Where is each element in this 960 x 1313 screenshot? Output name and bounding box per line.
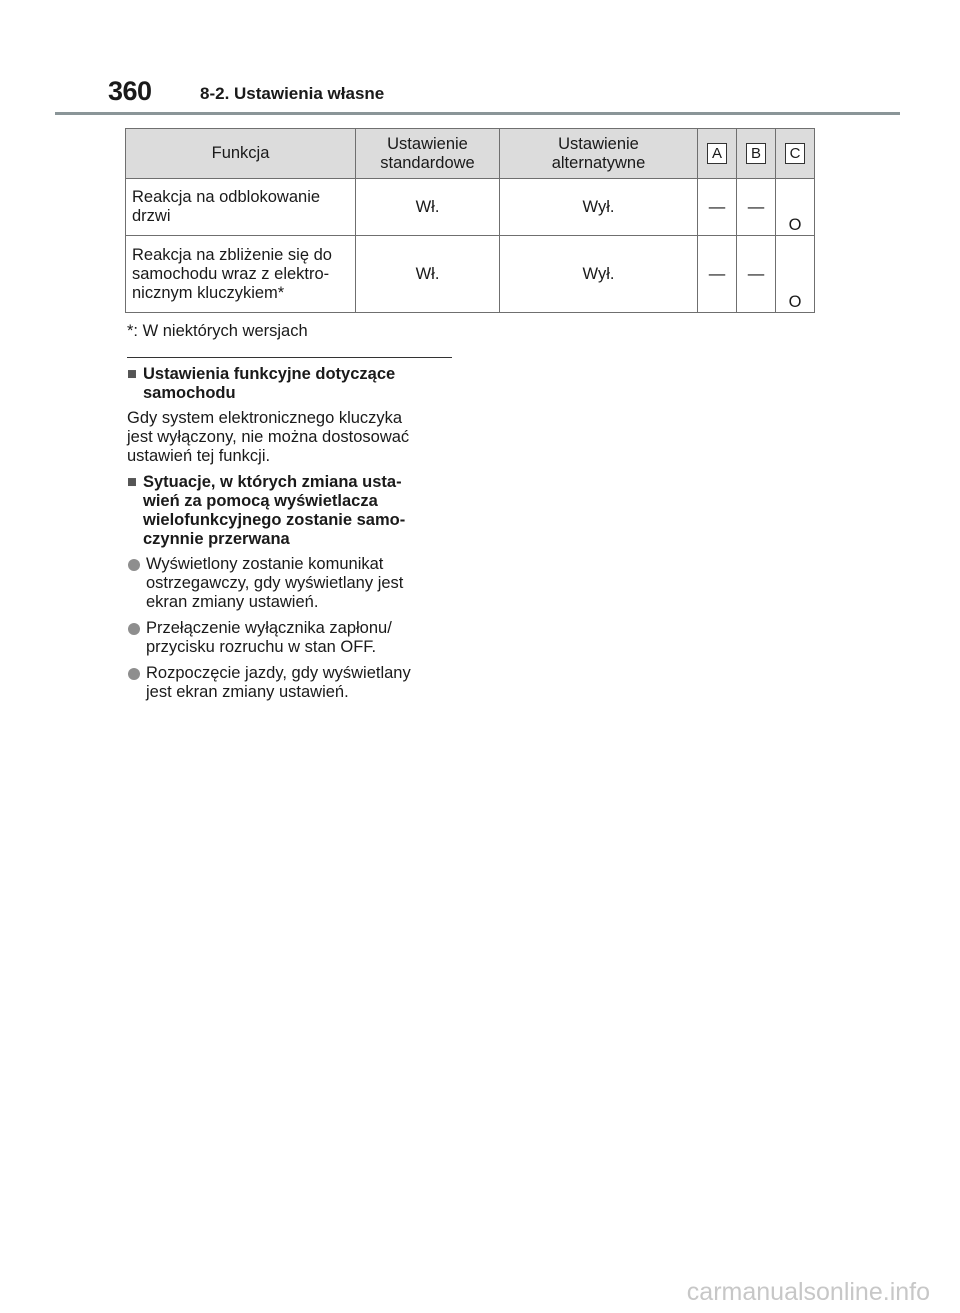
row1-c: O xyxy=(776,179,815,236)
footnote: *: W niektórych wersjach xyxy=(127,322,308,340)
section-title: 8-2. Ustawienia własne xyxy=(200,84,385,103)
list-item: Rozpoczęcie jazdy, gdy wyświetlany jest ekran zmiany ustawień. xyxy=(127,664,457,702)
watermark: carmanualsonline.info xyxy=(686,1278,930,1306)
list-item: Przełączenie wyłącznika zapłonu/ przycisku rozruchu w stan OFF. xyxy=(127,619,457,657)
square-bullet-icon: ■ xyxy=(127,473,137,491)
header-default: Ustawienie standardowe xyxy=(356,129,500,179)
paragraph-key-system: Gdy system elektronicznego kluczyka jest wyłączony, nie można dostosować ustawień tej funkcji. xyxy=(127,409,410,465)
table-row xyxy=(126,179,815,236)
header-alternative: Ustawienie alternatywne xyxy=(500,129,698,179)
circle-bullet-icon xyxy=(128,668,140,680)
header-rule xyxy=(55,112,900,115)
row2-default: Wł. xyxy=(356,236,500,313)
heading-vehicle-settings: ■ Ustawienia funkcyjne dotyczące samochodu xyxy=(127,365,396,402)
header-col-b xyxy=(737,129,776,179)
header-function: Funkcja xyxy=(126,129,356,179)
heading-interruption: ■ Sytuacje, w których zmiana usta- wień za pomocą wyświetlacza wielofunkcyjnego zostanie samo- czynnie przerwana xyxy=(127,473,406,548)
header-col-c xyxy=(776,129,815,179)
row2-function: Reakcja na zbliżenie się do samochodu wraz z elektro- nicznym kluczykiem* xyxy=(126,236,356,313)
circle-bullet-icon xyxy=(128,623,140,635)
settings-table xyxy=(125,128,815,313)
row2-c: O xyxy=(776,236,815,313)
header-col-a xyxy=(698,129,737,179)
page-number: 360 xyxy=(108,76,152,106)
row2-alternative: Wył. xyxy=(500,236,698,313)
content-column xyxy=(127,365,457,709)
col-a-label: A xyxy=(707,143,727,164)
square-bullet-icon: ■ xyxy=(127,365,137,383)
table-row xyxy=(126,236,815,313)
table-header-row xyxy=(126,129,815,179)
col-c-label: C xyxy=(785,143,805,164)
row1-a: — xyxy=(698,179,737,236)
row1-default: Wł. xyxy=(356,179,500,236)
row2-a: — xyxy=(698,236,737,313)
row2-b: — xyxy=(737,236,776,313)
col-b-label: B xyxy=(746,143,766,164)
list-item: Wyświetlony zostanie komunikat ostrzegawczy, gdy wyświetlany jest ekran zmiany ustawień. xyxy=(127,555,457,612)
row1-alternative: Wył. xyxy=(500,179,698,236)
row1-function: Reakcja na odblokowanie drzwi xyxy=(126,179,356,236)
row1-b: — xyxy=(737,179,776,236)
section-divider xyxy=(127,357,452,358)
circle-bullet-icon xyxy=(128,559,140,571)
